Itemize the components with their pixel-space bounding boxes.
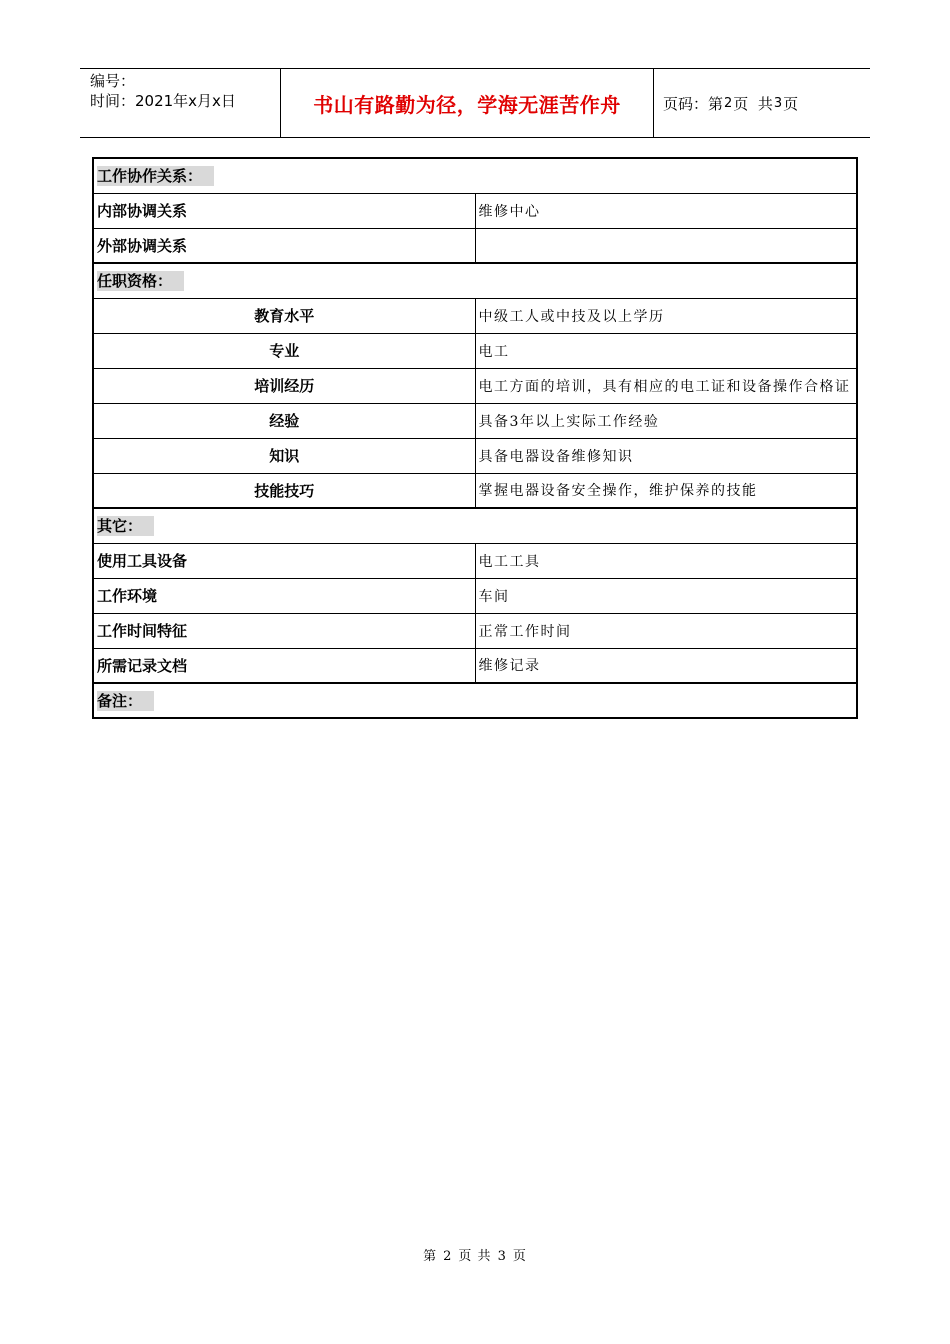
row-label: 知识 bbox=[93, 438, 475, 473]
table-row bbox=[93, 578, 857, 613]
row-value: 电工工具 bbox=[475, 543, 857, 578]
row-label: 使用工具设备 bbox=[93, 543, 475, 578]
row-value: 维修中心 bbox=[475, 193, 857, 228]
section-row bbox=[93, 683, 857, 718]
section-row bbox=[93, 158, 857, 193]
section-remark-title: 备注： bbox=[97, 691, 154, 711]
row-value: 电工 bbox=[475, 333, 857, 368]
code-label: 编号： bbox=[90, 72, 136, 90]
row-value: 掌握电器设备安全操作，维护保养的技能 bbox=[475, 473, 857, 508]
row-value: 维修记录 bbox=[475, 648, 857, 683]
footer-mid: 页 共 bbox=[458, 1249, 492, 1264]
table-row bbox=[93, 368, 857, 403]
date-label: 时间：2021年x月x日 bbox=[90, 92, 236, 110]
row-label: 外部协调关系 bbox=[93, 228, 475, 263]
section-other-title: 其它： bbox=[97, 516, 154, 536]
row-label: 专业 bbox=[93, 333, 475, 368]
row-label: 工作环境 bbox=[93, 578, 475, 613]
job-description-table bbox=[92, 157, 858, 719]
page-prefix: 页码：第 bbox=[663, 94, 724, 113]
table-row bbox=[93, 473, 857, 508]
table-row bbox=[93, 648, 857, 683]
page-header bbox=[80, 68, 870, 138]
header-motto: 书山有路勤为径，学海无涯苦作舟 bbox=[281, 69, 654, 137]
header-meta bbox=[80, 69, 281, 137]
footer-prefix: 第 bbox=[423, 1249, 438, 1264]
row-value: 中级工人或中技及以上学历 bbox=[475, 298, 857, 333]
footer-current: 2 bbox=[443, 1249, 453, 1264]
row-label: 所需记录文档 bbox=[93, 648, 475, 683]
table-row bbox=[93, 438, 857, 473]
row-label: 教育水平 bbox=[93, 298, 475, 333]
row-value bbox=[475, 228, 857, 263]
row-value: 具备3年以上实际工作经验 bbox=[475, 403, 857, 438]
section-qualification-title: 任职资格： bbox=[97, 271, 184, 291]
header-page-info bbox=[654, 69, 870, 137]
row-value: 具备电器设备维修知识 bbox=[475, 438, 857, 473]
section-cooperation-title: 工作协作关系： bbox=[97, 166, 214, 186]
row-value: 电工方面的培训，具有相应的电工证和设备操作合格证 bbox=[475, 368, 857, 403]
page-current: 2 bbox=[724, 95, 733, 111]
row-label: 经验 bbox=[93, 403, 475, 438]
page-total: 3 bbox=[773, 95, 783, 111]
table-row bbox=[93, 403, 857, 438]
table-row bbox=[93, 193, 857, 228]
row-label: 内部协调关系 bbox=[93, 193, 475, 228]
page-mid: 页 共 bbox=[733, 94, 773, 113]
table-row bbox=[93, 228, 857, 263]
table-row bbox=[93, 333, 857, 368]
row-value: 正常工作时间 bbox=[475, 613, 857, 648]
row-label: 技能技巧 bbox=[93, 473, 475, 508]
row-value: 车间 bbox=[475, 578, 857, 613]
row-label: 工作时间特征 bbox=[93, 613, 475, 648]
page-suffix: 页 bbox=[783, 94, 799, 113]
table-row bbox=[93, 298, 857, 333]
section-row bbox=[93, 263, 857, 298]
footer-suffix: 页 bbox=[512, 1249, 527, 1264]
row-label: 培训经历 bbox=[93, 368, 475, 403]
footer-total: 3 bbox=[497, 1249, 507, 1264]
section-row bbox=[93, 508, 857, 543]
table-row bbox=[93, 543, 857, 578]
page-footer bbox=[0, 1245, 950, 1264]
table-row bbox=[93, 613, 857, 648]
